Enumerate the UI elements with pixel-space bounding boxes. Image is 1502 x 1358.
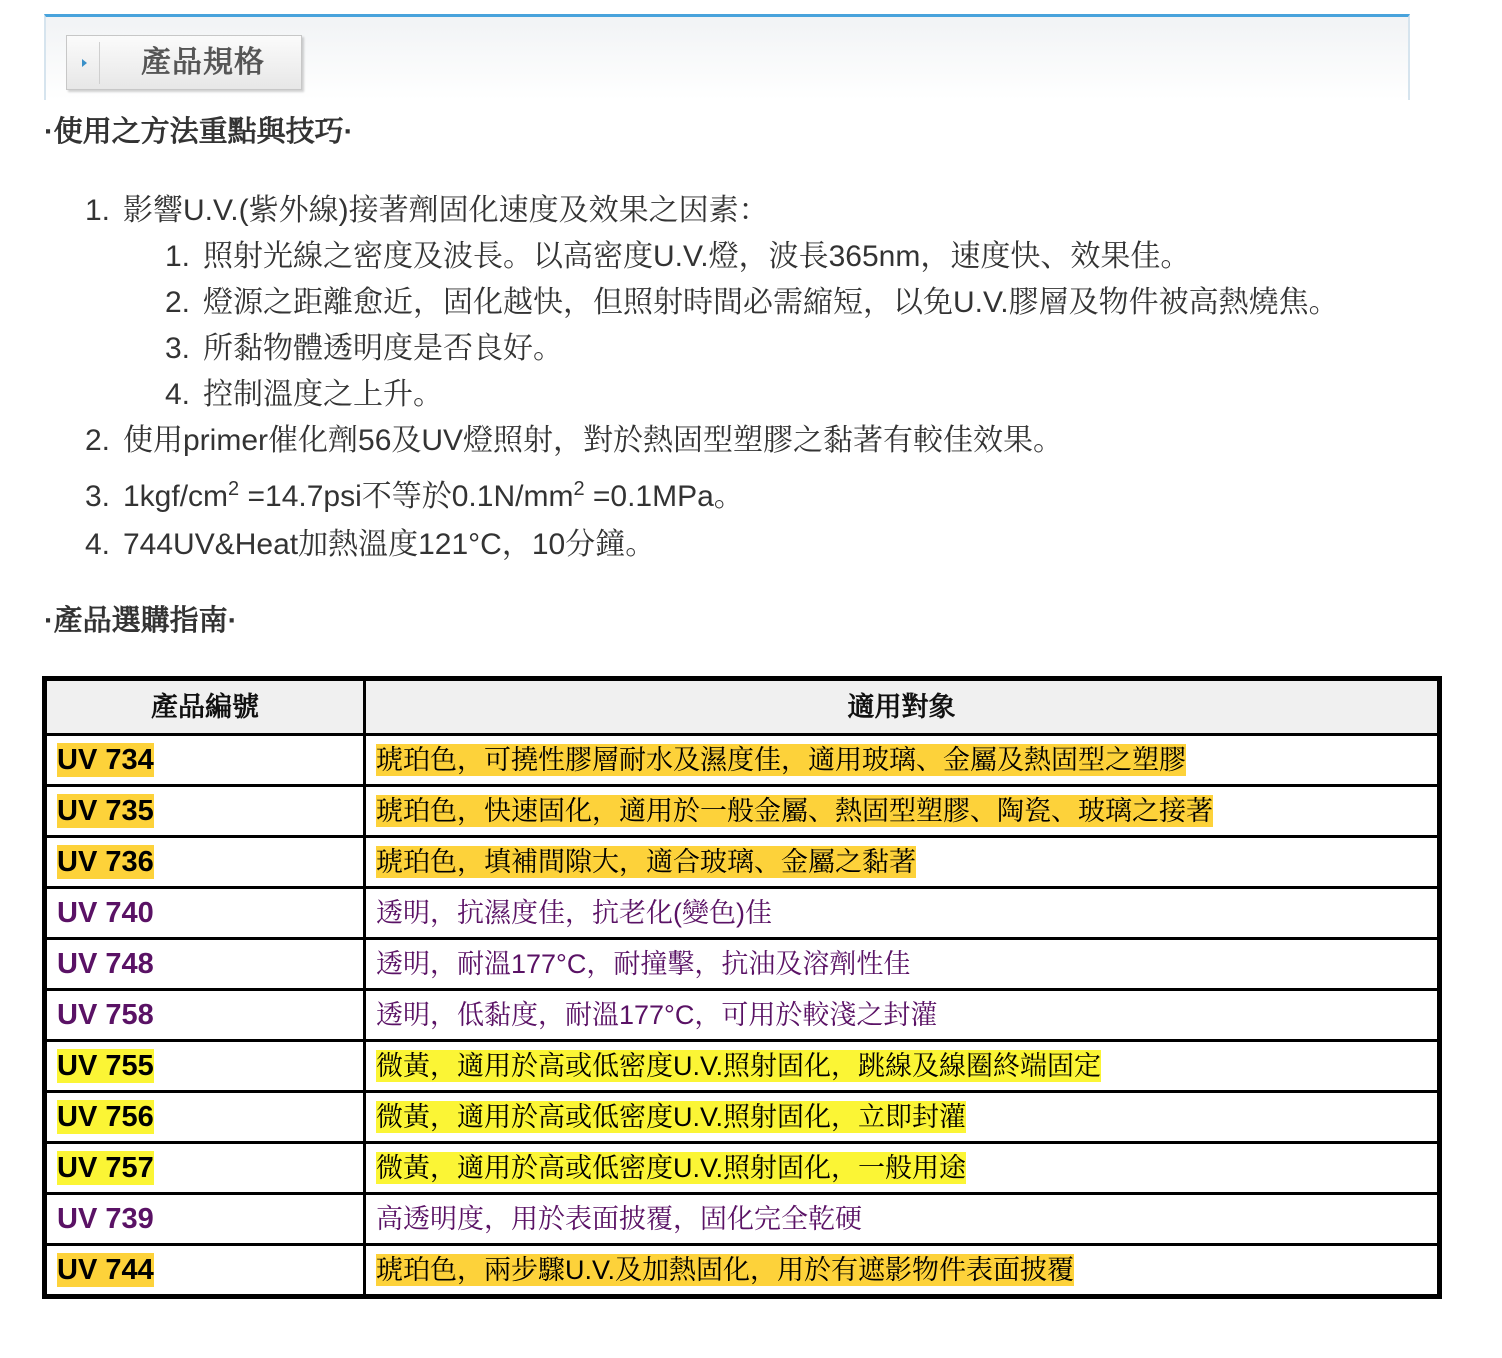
product-code: UV 756: [57, 1101, 154, 1133]
list-number: 4.: [85, 528, 111, 561]
table-row: [45, 786, 1440, 837]
table-row: [45, 1245, 1440, 1297]
product-spec-tab[interactable]: [66, 35, 302, 90]
usage-description: 微黃，適用於高或低密度U.V.照射固化，一般用途: [376, 1153, 967, 1183]
table-row: [45, 1194, 1440, 1245]
superscript: 2: [573, 478, 585, 500]
usage-description: 高透明度，用於表面披覆，固化完全乾硬: [376, 1204, 862, 1234]
product-code: UV 736: [57, 846, 154, 878]
unit-text: =0.1MPa。: [584, 480, 744, 513]
table-row: [45, 1143, 1440, 1194]
list-number: 1.: [85, 194, 111, 227]
product-code: UV 734: [57, 744, 154, 776]
product-code: UV 748: [57, 948, 154, 980]
guide-section-title: ·產品選購指南·: [44, 605, 238, 637]
usage-cell: [365, 990, 1440, 1041]
usage-cell: [365, 888, 1440, 939]
tab-label: 產品規格: [141, 46, 265, 79]
list-text: 影響U.V.(紫外線)接著劑固化速度及效果之因素：: [123, 194, 769, 227]
usage-description: 琥珀色，填補間隙大，適合玻璃、金屬之黏著: [376, 847, 916, 877]
list-item: [85, 188, 1465, 234]
sub-list-item: [85, 280, 1465, 326]
table-row: [45, 1041, 1440, 1092]
superscript: 2: [228, 478, 240, 500]
usage-cell: [365, 786, 1440, 837]
usage-cell: [365, 1041, 1440, 1092]
product-code-cell: [45, 1041, 365, 1092]
product-code-cell: [45, 1092, 365, 1143]
list-item: [85, 522, 1465, 568]
list-item: [85, 418, 1465, 464]
usage-cell: [365, 1245, 1440, 1297]
product-code-cell: [45, 939, 365, 990]
product-code-cell: [45, 1143, 365, 1194]
product-guide-table: [42, 676, 1442, 1299]
list-text: 燈源之距離愈近，固化越快，但照射時間必需縮短，以免U.V.膠層及物件被高熱燒焦。: [203, 286, 1339, 319]
list-number: 1.: [165, 240, 191, 273]
product-code: UV 757: [57, 1152, 154, 1184]
table-row: [45, 837, 1440, 888]
table-body: [45, 735, 1440, 1297]
sub-list-item: [85, 372, 1465, 418]
list-number: 2.: [85, 424, 111, 457]
list-item: [85, 464, 1465, 522]
usage-cell: [365, 1194, 1440, 1245]
product-code: UV 740: [57, 897, 154, 929]
table-row: [45, 939, 1440, 990]
usage-description: 琥珀色，快速固化，適用於一般金屬、熱固型塑膠、陶瓷、玻璃之接著: [376, 796, 1213, 826]
usage-cell: [365, 939, 1440, 990]
product-code: UV 744: [57, 1254, 154, 1286]
usage-description: 微黃，適用於高或低密度U.V.照射固化，立即封灌: [376, 1102, 967, 1132]
table-header-row: [45, 679, 1440, 735]
usage-description: 透明，耐溫177°C，耐撞擊，抗油及溶劑性佳: [376, 949, 911, 979]
usage-cell: [365, 1092, 1440, 1143]
table-row: [45, 888, 1440, 939]
list-text: 控制溫度之上升。: [203, 378, 443, 411]
product-code-cell: [45, 735, 365, 786]
product-code: UV 735: [57, 795, 154, 827]
table-row: [45, 735, 1440, 786]
table-row: [45, 1092, 1440, 1143]
product-code-cell: [45, 837, 365, 888]
usage-description: 琥珀色，兩步驟U.V.及加熱固化，用於有遮影物件表面披覆: [376, 1255, 1075, 1285]
tips-list: [85, 188, 1465, 568]
table-row: [45, 990, 1440, 1041]
unit-text: 1kgf/cm: [123, 480, 229, 513]
usage-description: 微黃，適用於高或低密度U.V.照射固化，跳線及線圈終端固定: [376, 1051, 1102, 1081]
list-text: 所黏物體透明度是否良好。: [203, 332, 563, 365]
product-code: UV 758: [57, 999, 154, 1031]
list-number: 3.: [85, 480, 111, 513]
sub-list-item: [85, 234, 1465, 280]
column-header-code: 產品編號: [45, 679, 365, 735]
triangle-right-icon: [82, 59, 87, 67]
list-number: 2.: [165, 286, 191, 319]
list-text: 使用primer催化劑56及UV燈照射，對於熱固型塑膠之黏著有較佳效果。: [123, 424, 1064, 457]
usage-description: 透明，抗濕度佳，抗老化(變色)佳: [376, 898, 772, 928]
tips-section-title: ·使用之方法重點與技巧·: [44, 116, 354, 148]
product-code-cell: [45, 1245, 365, 1297]
product-code-cell: [45, 888, 365, 939]
header-panel: [44, 14, 1410, 100]
list-number: 4.: [165, 378, 191, 411]
product-code: UV 739: [57, 1203, 154, 1235]
unit-text: =14.7psi不等於0.1N/mm: [239, 480, 574, 513]
usage-cell: [365, 735, 1440, 786]
product-code: UV 755: [57, 1050, 154, 1082]
list-text: 744UV&Heat加熱溫度121°C，10分鐘。: [123, 528, 656, 561]
usage-cell: [365, 1143, 1440, 1194]
product-code-cell: [45, 990, 365, 1041]
usage-cell: [365, 837, 1440, 888]
product-code-cell: [45, 1194, 365, 1245]
tab-arrow-box: [71, 42, 100, 84]
sub-list-item: [85, 326, 1465, 372]
column-header-usage: 適用對象: [365, 679, 1440, 735]
product-code-cell: [45, 786, 365, 837]
usage-description: 琥珀色，可撓性膠層耐水及濕度佳，適用玻璃、金屬及熱固型之塑膠: [376, 745, 1186, 775]
usage-description: 透明，低黏度，耐溫177°C，可用於較淺之封灌: [376, 1000, 938, 1030]
list-number: 3.: [165, 332, 191, 365]
list-text: 照射光線之密度及波長。以高密度U.V.燈，波長365nm，速度快、效果佳。: [203, 240, 1191, 273]
